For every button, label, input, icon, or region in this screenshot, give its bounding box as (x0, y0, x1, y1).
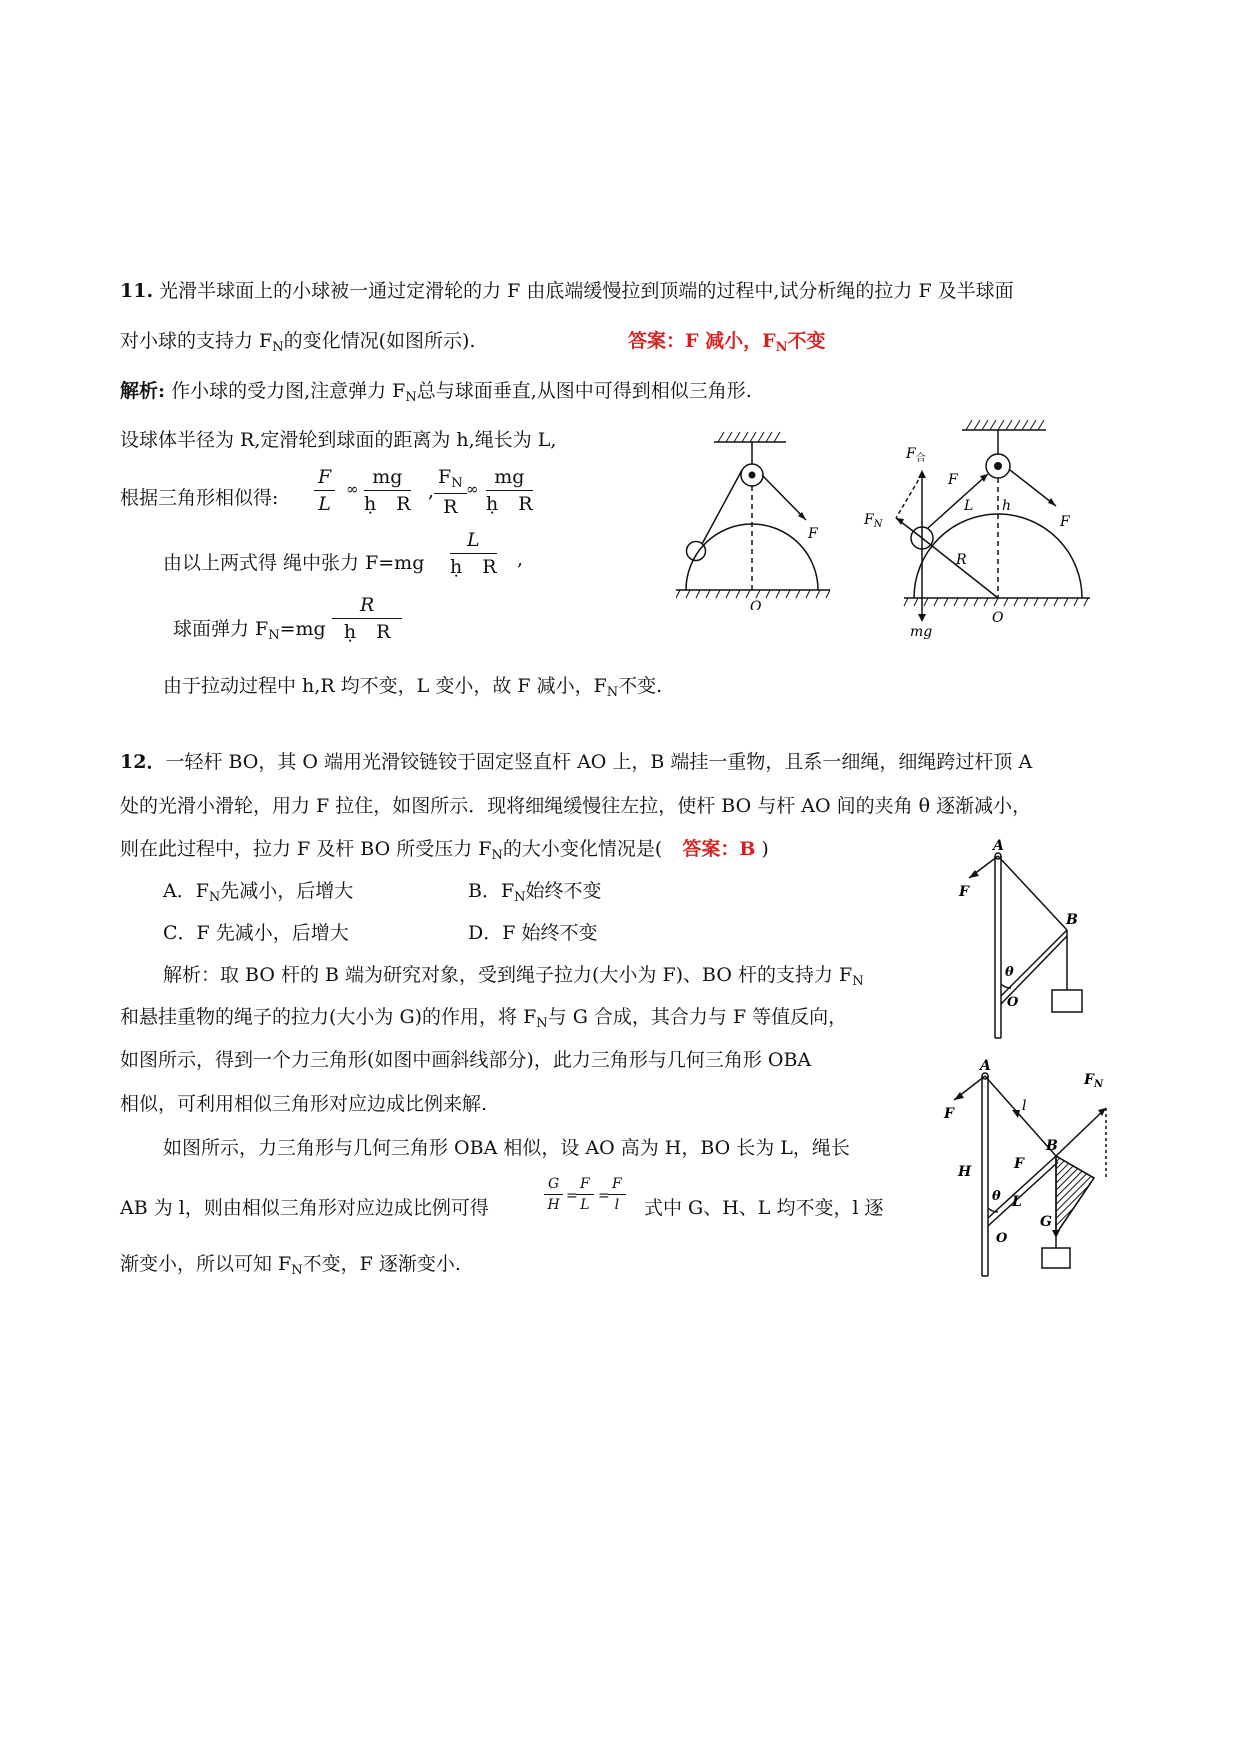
q12-fig-bottom-theta: θ (992, 1189, 1001, 1204)
q11-fig-right-F: F (948, 472, 958, 488)
q11-jiexi-pre: 作小球的受力图,注意弹力 F (171, 380, 406, 402)
q12-fig-top-theta: θ (1005, 965, 1014, 980)
q12-ratio-F2-num: F (608, 1176, 626, 1195)
q11-frac-normal-num: R (332, 594, 402, 619)
q11-frac-mg-num-1: mg (364, 466, 411, 491)
q11-line2 (120, 326, 475, 355)
q11-frac-FN-den: R (443, 496, 458, 518)
q11-similar-label: 根据三角形相似得: (120, 487, 279, 509)
q12-option-d: D．F 始终不变 (468, 922, 598, 944)
q12-text-line1: 一轻杆 BO，其 O 端用光滑铰链铰于固定竖直杆 AO 上，B 端挂一重物，且系一细绳，细绳跨过杆顶 A (165, 751, 1033, 773)
q12-ratio-F-l (608, 1176, 626, 1213)
q11-frac-tension (450, 529, 497, 578)
q11-line1 (120, 276, 1014, 303)
q11-frac-hR-den-1: ḥ R (364, 493, 411, 515)
q12-ratio-G-num: G (544, 1176, 563, 1195)
q11-text-line1: 光滑半球面上的小球被一通过定滑轮的力 F 由底端缓慢拉到顶端的过程中,试分析绳的拉力 F 及半球面 (159, 280, 1014, 302)
q12-option-a-post: 先减小，后增大 (220, 880, 354, 902)
q12-exp5: 如图所示，力三角形与几何三角形 OBA 相似，设 AO 高为 H，BO 长为 L，绳长 (163, 1137, 850, 1159)
q12-option-b-post: 始终不变 (525, 880, 602, 902)
q11-frac-F-L (314, 466, 335, 515)
q12-fig-bottom-l: l (1022, 1098, 1027, 1114)
q11-frac-FN-num (434, 466, 467, 494)
q11-jiexi-sub: N (405, 390, 417, 405)
q11-frac-normal (332, 594, 402, 643)
q12-fig-top-A: A (993, 838, 1004, 854)
q12-exp1-pre: 解析：取 BO 杆的 B 端为研究对象，受到绳子拉力(大小为 F)、BO 杆的支持力 F (163, 964, 853, 986)
q12-exp1 (163, 960, 864, 989)
q11-conclusion (163, 671, 662, 700)
q12-exp7 (120, 1249, 461, 1278)
q12-option-a (163, 876, 353, 905)
q11-jiexi (120, 376, 752, 405)
q12-line3-sub: N (491, 848, 503, 863)
q11-frac-mg-hR-2 (486, 466, 533, 515)
q12-exp7-sub: N (291, 1263, 303, 1278)
q11-sym1: ∞ (346, 480, 359, 498)
q12-ratio-G-H (544, 1176, 563, 1213)
q11-figure-right (860, 418, 1090, 640)
q12-line3-pre: 则在此过程中，拉力 F 及杆 BO 所受压力 F (120, 838, 492, 860)
q11-conclusion-pre: 由于拉动过程中 h,R 均不变，L 变小，故 F 减小，F (163, 675, 607, 697)
q12-fig-bottom-H: H (958, 1164, 972, 1180)
q11-frac-mg-num-2: mg (486, 466, 533, 491)
q11-fig-right-F2: F (1060, 514, 1070, 530)
q11-frac-F-L-num: F (314, 466, 335, 491)
q11-fig-right-L: L (964, 498, 974, 514)
q12-exp2 (120, 1002, 847, 1031)
q11-number: 11. (120, 280, 154, 302)
q12-option-b-sub: N (514, 890, 526, 905)
q11-answer-sub: N (775, 340, 788, 355)
q11-frac-mg-hR-1 (364, 466, 411, 515)
q12-line1 (120, 747, 1032, 774)
q11-normal-main: 球面弹力 F (173, 618, 269, 640)
q12-line3-close: ) (761, 838, 769, 860)
q11-line2-pre: 对小球的支持力 F (120, 330, 273, 352)
q11-normal-sub: N (268, 628, 280, 643)
q12-option-a-sub: N (208, 890, 221, 905)
q11-jiexi-label: 解析: (120, 380, 166, 402)
q12-eq2: = (598, 1188, 610, 1204)
q11-conclusion-sub: N (606, 685, 619, 700)
q12-figure-top (955, 838, 1105, 1043)
q12-eq1: = (566, 1188, 578, 1204)
q11-fig-right-Fhe: $F_合$ (906, 446, 926, 464)
q11-fig-right-FN: $F_N$ (864, 512, 883, 530)
q11-frac-FN-num-main: F (438, 466, 452, 488)
q11-fig-left-O: O (750, 599, 762, 610)
q12-fig-bottom-L: L (1012, 1194, 1022, 1210)
q11-frac-F-L-den: L (318, 493, 331, 515)
q11-frac-hR-den-2: ḥ R (486, 493, 533, 515)
q12-fig-bottom-FN: $F_N$ (1084, 1072, 1104, 1090)
q12-ratio-l-den: l (614, 1197, 620, 1213)
q12-exp7-pre: 渐变小，所以可知 F (120, 1253, 292, 1275)
q12-exp4: 相似，可利用相似三角形对应边成比例来解. (120, 1093, 488, 1115)
q11-fig-left-F: F (808, 526, 818, 542)
q11-frac-tension-num: L (450, 529, 497, 554)
q12-exp7-post: 不变，F 逐渐变小. (302, 1253, 461, 1275)
q12-fig-bottom-F: F (944, 1106, 954, 1122)
q12-fig-bottom-A: A (980, 1058, 991, 1074)
q12-fig-top-O: O (1007, 995, 1019, 1010)
q12-fig-top-F: F (959, 884, 969, 900)
q11-tension: 由以上两式得 绳中张力 F=mg (163, 552, 425, 574)
q11-setup: 设球体半径为 R,定滑轮到球面的距离为 h,绳长为 L, (120, 429, 557, 451)
q12-fig-bottom-F2: F (1014, 1156, 1024, 1172)
q12-ratio-F-num: F (576, 1176, 594, 1195)
q12-answer: 答案：B (682, 838, 756, 860)
q12-line2: 处的光滑小滑轮，用力 F 拉住，如图所示．现将细绳缓慢往左拉，使杆 BO 与杆 AO 间的夹角 θ 逐渐减小， (120, 795, 1032, 817)
q11-frac-tension-den: ḥ R (450, 556, 497, 578)
q11-jiexi-post: 总与球面垂直,从图中可得到相似三角形. (416, 380, 752, 402)
q11-frac-normal-den: ḥ R (343, 621, 391, 643)
q12-figure-bottom (940, 1058, 1110, 1280)
q11-answer-post: 不变 (787, 330, 826, 352)
q11-fig-right-R: R (956, 552, 967, 568)
q11-tension-post: , (517, 548, 524, 570)
q12-line3-mid: 的大小变化情况是( (502, 838, 663, 860)
q11-line2-post: 的变化情况(如图所示). (283, 330, 476, 352)
q12-fig-bottom-O: O (996, 1231, 1008, 1246)
q12-option-b (468, 876, 602, 905)
q11-normal-post: =mg (279, 618, 326, 640)
q11-comma: , (428, 480, 435, 502)
q11-line2-sub: N (272, 340, 284, 355)
q12-exp6: AB 为 l，则由相似三角形对应边成比例可得 (120, 1197, 489, 1219)
q11-sym2: ∞ (466, 480, 479, 498)
q11-frac-FN-R (434, 466, 467, 518)
q12-exp2-pre: 和悬挂重物的绳子的拉力(大小为 G)的作用，将 F (120, 1006, 537, 1028)
q12-fig-bottom-G: G (1040, 1214, 1052, 1230)
q12-ratio-F-L (576, 1176, 594, 1213)
q12-exp6-post: 式中 G、H、L 均不变，l 逐 (644, 1197, 884, 1219)
q11-answer (628, 326, 826, 355)
q12-exp1-sub: N (852, 974, 864, 989)
q11-frac-FN-num-sub: N (451, 476, 463, 491)
q12-line3 (120, 834, 769, 863)
q11-fig-right-O: O (992, 610, 1004, 626)
q11-fig-right-h: h (1002, 498, 1012, 514)
q12-option-a-pre: A．F (163, 880, 209, 902)
q12-option-c: C．F 先减小，后增大 (163, 922, 349, 944)
q12-fig-bottom-B: B (1046, 1138, 1058, 1154)
q11-conclusion-post: 不变. (618, 675, 663, 697)
q12-ratio-H-den: H (547, 1197, 560, 1213)
q12-exp3: 如图所示，得到一个力三角形(如图中画斜线部分)，此力三角形与几何三角形 OBA (120, 1049, 812, 1071)
q11-answer-pre: 答案：F 减小，F (628, 330, 776, 352)
q11-figure-left (676, 430, 836, 610)
q12-exp2-sub: N (536, 1016, 548, 1031)
q12-ratio-L-den: L (580, 1197, 590, 1213)
q12-number: 12． (120, 751, 166, 773)
q12-fig-top-B: B (1066, 912, 1078, 928)
q11-normal (173, 614, 326, 643)
q12-exp2-post: 与 G 合成，其合力与 F 等值反向， (547, 1006, 848, 1028)
q12-option-b-pre: B．F (468, 880, 515, 902)
q11-fig-right-mg: mg (910, 624, 933, 640)
